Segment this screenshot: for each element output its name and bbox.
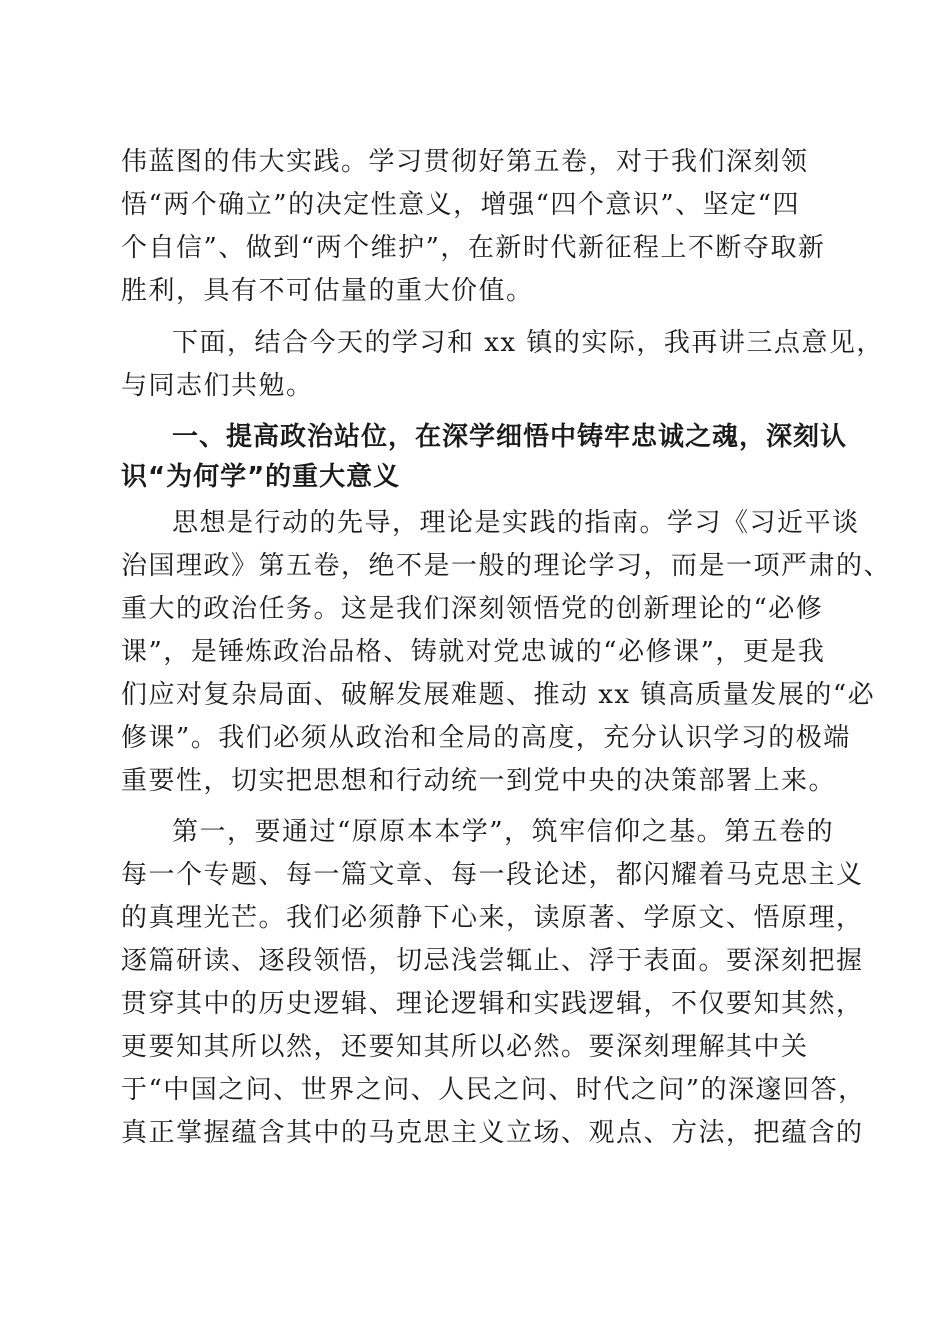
text-line: 胜利，具有不可估量的重大价值。	[121, 276, 534, 306]
text-line: 伟蓝图的伟大实践。学习贯彻好第五卷，对于我们深刻领	[121, 147, 809, 177]
text-line: 更要知其所以然，还要知其所以必然。要深刻理解其中关	[121, 1032, 809, 1062]
text-line: 悟“两个确立”的决定性意义，增强“四个意识”、坚定“四	[121, 190, 800, 220]
text-line: 的真理光芒。我们必须静下心来，读原著、学原文、悟原理，	[121, 903, 864, 933]
text-line: 与同志们共勉。	[121, 371, 314, 401]
text-line: 思想是行动的先导，理论是实践的指南。学习《习近平谈	[172, 508, 860, 538]
text-line: 课”，是锤炼政治品格、铸就对党忠诚的“必修课”，更是我	[121, 637, 826, 667]
heading-line: 识“为何学”的重大意义	[121, 462, 401, 492]
text-line: 逐篇研读、逐段领悟，切忌浅尝辄止、浮于表面。要深刻把握	[121, 946, 864, 976]
text-line: 下面，结合今天的学习和 xx 镇的实际，我再讲三点意见，	[172, 328, 884, 358]
heading-line: 一、提高政治站位，在深学细悟中铸牢忠诚之魂，深刻认	[172, 422, 848, 452]
text-line: 真正掌握蕴含其中的马克思主义立场、观点、方法，把蕴含的	[121, 1118, 864, 1148]
text-line: 于“中国之问、世界之问、人民之问、时代之问”的深邃回答，	[121, 1075, 866, 1105]
text-line: 治国理政》第五卷，绝不是一般的理论学习，而是一项严肃的、	[121, 551, 892, 581]
text-line: 每一个专题、每一篇文章、每一段论述，都闪耀着马克思主义	[121, 860, 864, 890]
text-line: 个自信”、做到“两个维护”，在新时代新征程上不断夺取新	[121, 233, 826, 263]
text-line: 修课”。我们必须从政治和全局的高度，充分认识学习的极端	[121, 723, 851, 753]
text-line: 第一，要通过“原原本本学”，筑牢信仰之基。第五卷的	[172, 817, 835, 847]
text-line: 重要性，切实把思想和行动统一到党中央的决策部署上来。	[121, 766, 837, 796]
text-line: 们应对复杂局面、破解发展难题、推动 xx 镇高质量发展的“必	[121, 680, 876, 710]
text-line: 贯穿其中的历史逻辑、理论逻辑和实践逻辑，不仅要知其然，	[121, 989, 864, 1019]
text-line: 重大的政治任务。这是我们深刻领悟党的创新理论的“必修	[121, 594, 824, 624]
